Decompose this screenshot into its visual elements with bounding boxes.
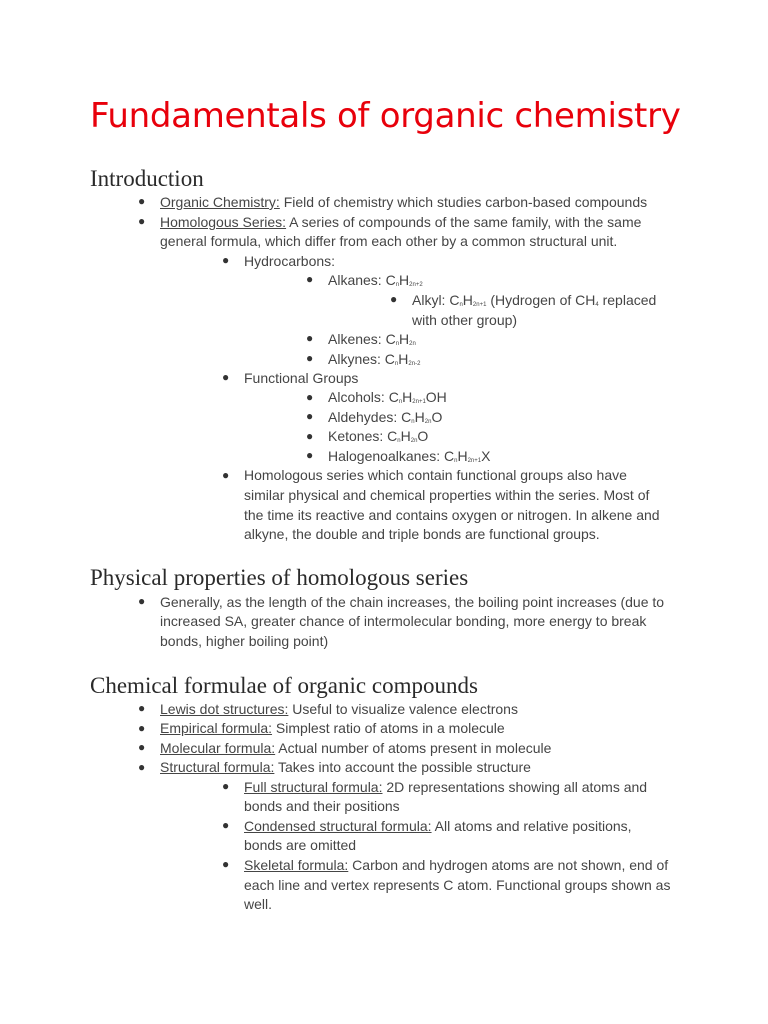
bullet-icon: ● bbox=[390, 292, 398, 306]
list-item-skeletal-cont: each line and vertex represents C atom. Functional groups shown as bbox=[244, 877, 671, 893]
bullet-icon: ● bbox=[222, 370, 230, 384]
bullet-icon: ● bbox=[138, 740, 146, 754]
bullet-icon: ● bbox=[306, 331, 314, 345]
list-item-halogenoalkanes: Halogenoalkanes: $C_nH_{2n+1}X$ bbox=[328, 448, 491, 464]
list-item-hydrocarbons: Hydrocarbons: bbox=[244, 253, 336, 269]
list-item-alkynes: Alkynes: $C_nH_{2n-2}$ bbox=[328, 351, 421, 367]
list-item-ketones: Ketones: $C_nH_{2n}O$ bbox=[328, 428, 429, 444]
list-item-empirical: Empirical formula: Simplest ratio of atoms in a molecule bbox=[160, 720, 505, 736]
list-item-functional-groups: Functional Groups bbox=[244, 370, 359, 386]
list-item-boiling-point: Generally, as the length of the chain increases, the boiling point increases (due to bbox=[160, 594, 665, 610]
list-item-homologous-series: Homologous Series: A series of compounds of the same family, with the same bbox=[160, 214, 642, 230]
list-item-organic-chemistry: Organic Chemistry: Field of chemistry which studies carbon-based compounds bbox=[160, 194, 648, 210]
bullet-icon: ● bbox=[138, 594, 146, 608]
list-item-fg-note-cont: the time its reactive and contains oxygen or nitrogen. In alkene and bbox=[244, 507, 660, 523]
list-item-condensed-cont: bonds are omitted bbox=[244, 837, 357, 853]
bullet-icon: ● bbox=[138, 194, 146, 208]
bullet-icon: ● bbox=[306, 351, 314, 365]
bullet-icon: ● bbox=[222, 779, 230, 793]
bullet-icon: ● bbox=[306, 390, 314, 404]
heading-physical-properties: Physical properties of homologous series bbox=[90, 565, 469, 590]
list-item-lewis-dot: Lewis dot structures: Useful to visualize valence electrons bbox=[160, 701, 518, 717]
bullet-icon: ● bbox=[222, 818, 230, 832]
list-item-homologous-series-cont: general formula, which differ from each other by a common structural unit. bbox=[160, 233, 618, 249]
list-item-aldehydes: Aldehydes: $C_nH_{2n}O$ bbox=[328, 409, 443, 425]
bullet-icon: ● bbox=[306, 272, 314, 286]
list-item-skeletal-cont: well. bbox=[244, 896, 273, 912]
bullet-icon: ● bbox=[138, 701, 146, 715]
heading-introduction: Introduction bbox=[90, 166, 204, 191]
bullet-icon: ● bbox=[222, 468, 230, 482]
list-item-full-structural: Full structural formula: 2D representations showing all atoms and bbox=[244, 779, 648, 795]
bullet-icon: ● bbox=[306, 448, 314, 462]
bullet-icon: ● bbox=[138, 214, 146, 228]
list-item-fg-note-cont: alkyne, the double and triple bonds are functional groups. bbox=[244, 526, 600, 542]
list-item-boiling-point-cont: increased SA, greater chance of intermolecular bonding, more energy to break bbox=[160, 613, 647, 629]
list-item-boiling-point-cont: bonds, higher boiling point) bbox=[160, 633, 329, 649]
list-item-alkyl-cont: with other group) bbox=[412, 312, 518, 328]
list-item-structural: Structural formula: Takes into account the possible structure bbox=[160, 759, 531, 775]
bullet-icon: ● bbox=[306, 429, 314, 443]
list-item-alkanes: Alkanes: $C_nH_{2n+2}$ bbox=[328, 272, 423, 288]
page-title: Fundamentals of organic chemistry bbox=[90, 96, 681, 136]
list-item-alkyl: Alkyl: $C_nH_{2n+1}$ (Hydrogen of $CH_4$ replaced bbox=[412, 292, 657, 308]
bullet-icon: ● bbox=[138, 760, 146, 774]
list-item-full-structural-cont: bonds and their positions bbox=[244, 798, 400, 814]
bullet-icon: ● bbox=[138, 721, 146, 735]
list-item-skeletal: Skeletal formula: Carbon and hydrogen atoms are not shown, end of bbox=[244, 857, 669, 873]
list-item-alcohols: Alcohols: $C_nH_{2n+1}OH$ bbox=[328, 389, 447, 405]
bullet-icon: ● bbox=[222, 857, 230, 871]
bullet-icon: ● bbox=[306, 409, 314, 423]
list-item-condensed: Condensed structural formula: All atoms and relative positions, bbox=[244, 818, 632, 834]
list-item-fg-note: Homologous series which contain functional groups also have bbox=[244, 467, 627, 483]
list-item-fg-note-cont: similar physical and chemical properties within the series. Most of bbox=[244, 487, 650, 503]
bullet-icon: ● bbox=[222, 253, 230, 267]
heading-chemical-formulae: Chemical formulae of organic compounds bbox=[90, 673, 478, 698]
list-item-molecular: Molecular formula: Actual number of atoms present in molecule bbox=[160, 740, 552, 756]
list-item-alkenes: Alkenes: $C_nH_{2n}$ bbox=[328, 331, 416, 347]
